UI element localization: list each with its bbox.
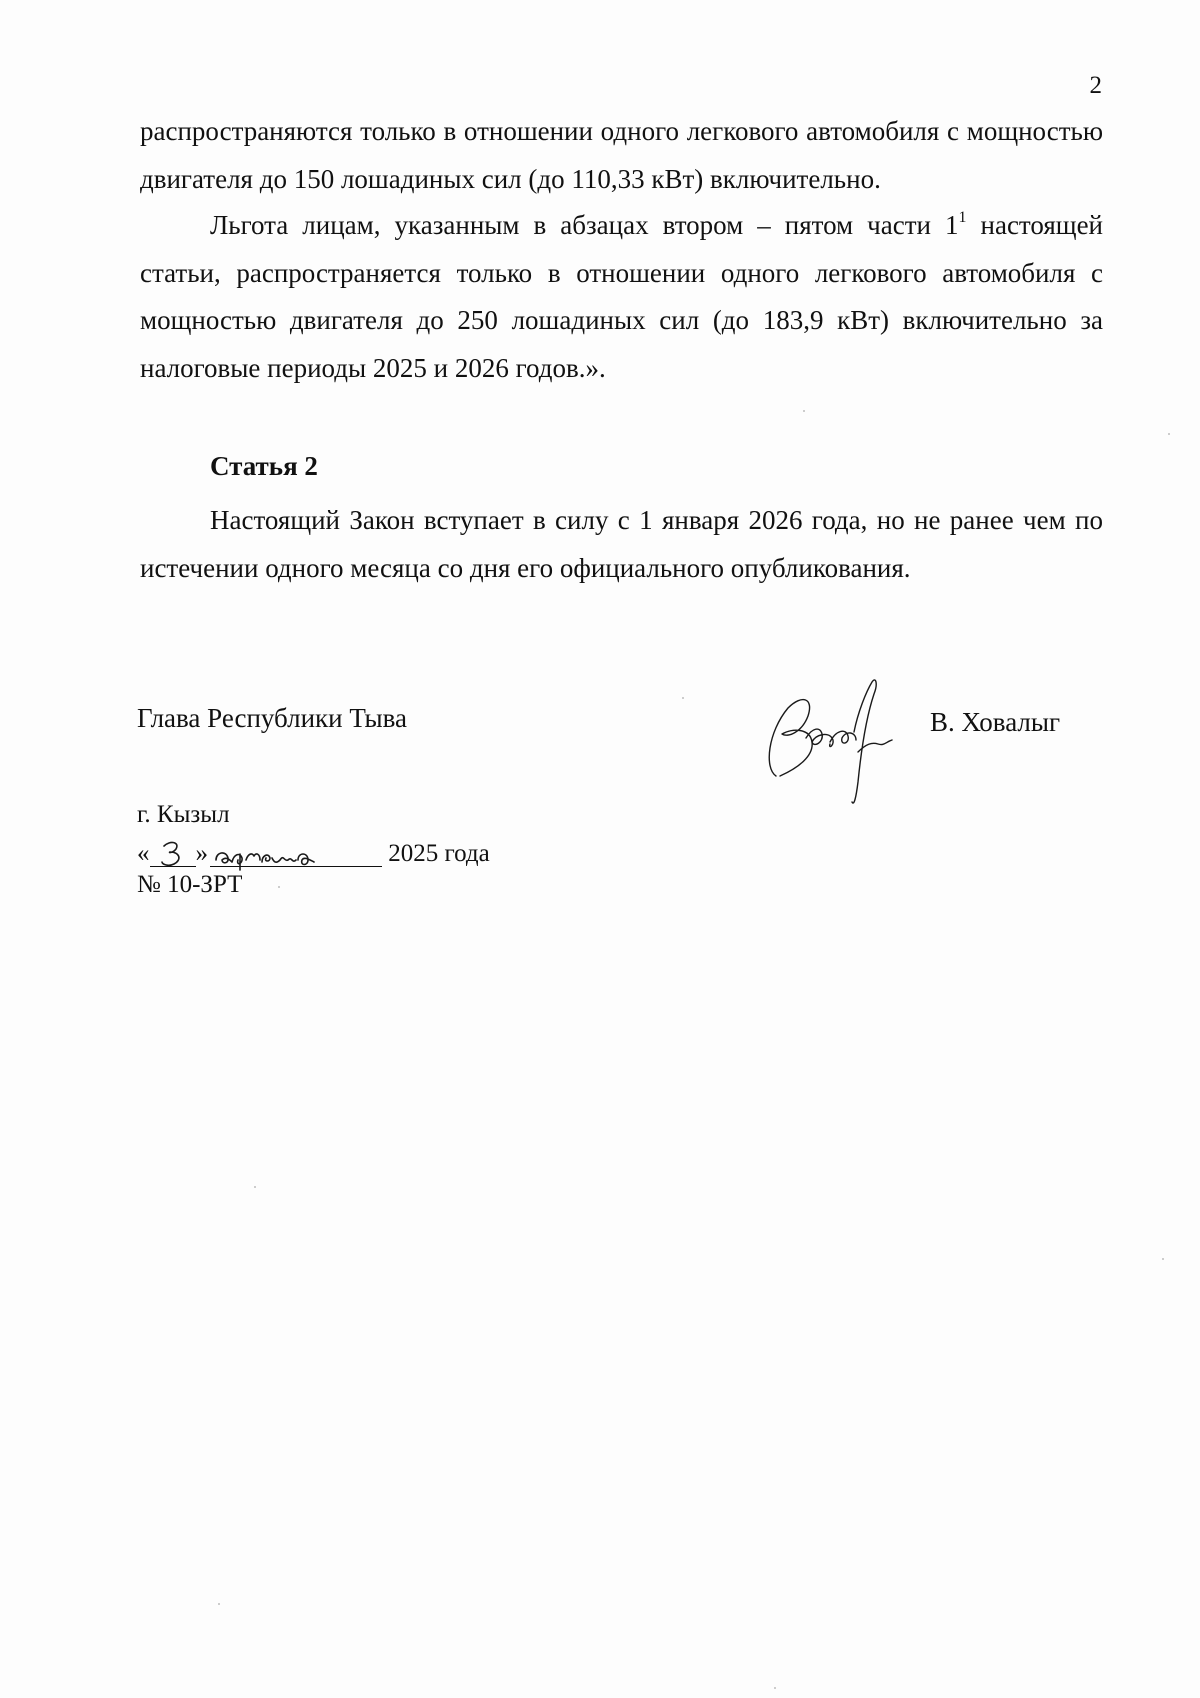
scan-speck (254, 1186, 256, 1188)
close-quote: » (195, 840, 208, 867)
scan-speck (1162, 1258, 1164, 1260)
signatory-name: В. Ховалыг (930, 707, 1061, 737)
open-quote: « (137, 840, 150, 867)
handwritten-month (210, 838, 382, 870)
page-number: 2 (1089, 72, 1102, 99)
scan-speck (218, 1603, 220, 1605)
paragraph-benefit-text-end: настоящей статьи, распространяется только в отношении одного легкового автомобиля с мощностью двигателя до 250 лошадиных сил (до 183,9 кВт) включительно за налоговые периоды 2025 и 2026 годов.». (140, 210, 1103, 383)
paragraph-effective-date: Настоящий Закон вступает в силу с 1 января 2026 года, но не ранее чем по истечении одного месяца со дня его официального опубликования. (140, 505, 1103, 583)
signatory-title: Глава Республики Тыва (137, 703, 408, 733)
scan-speck (803, 410, 805, 412)
scan-speck (682, 697, 684, 699)
paragraph-benefit-text-start: Льгота лицам, указанным в абзацах втором – пятом части 1 (210, 210, 959, 240)
handwritten-day (150, 838, 196, 870)
handwritten-signature (758, 672, 908, 822)
signing-date (137, 838, 490, 868)
day-blank (150, 838, 196, 867)
paragraph-benefit (140, 202, 1103, 392)
paragraph-continued: распространяются только в отношении одного легкового автомобиля с мощностью двигателя до 150 лошадиных сил (до 110,33 кВт) включительно. (140, 116, 1103, 194)
scan-speck (278, 886, 280, 888)
article-heading: Статья 2 (210, 451, 318, 481)
year: 2025 года (388, 840, 490, 867)
scan-speck (1168, 433, 1170, 435)
superscript-one: 1 (958, 209, 967, 226)
place-of-signing: г. Кызыл (137, 801, 230, 828)
scan-speck (774, 1687, 776, 1689)
law-number: № 10-ЗРТ (137, 871, 243, 898)
month-blank (210, 838, 382, 867)
